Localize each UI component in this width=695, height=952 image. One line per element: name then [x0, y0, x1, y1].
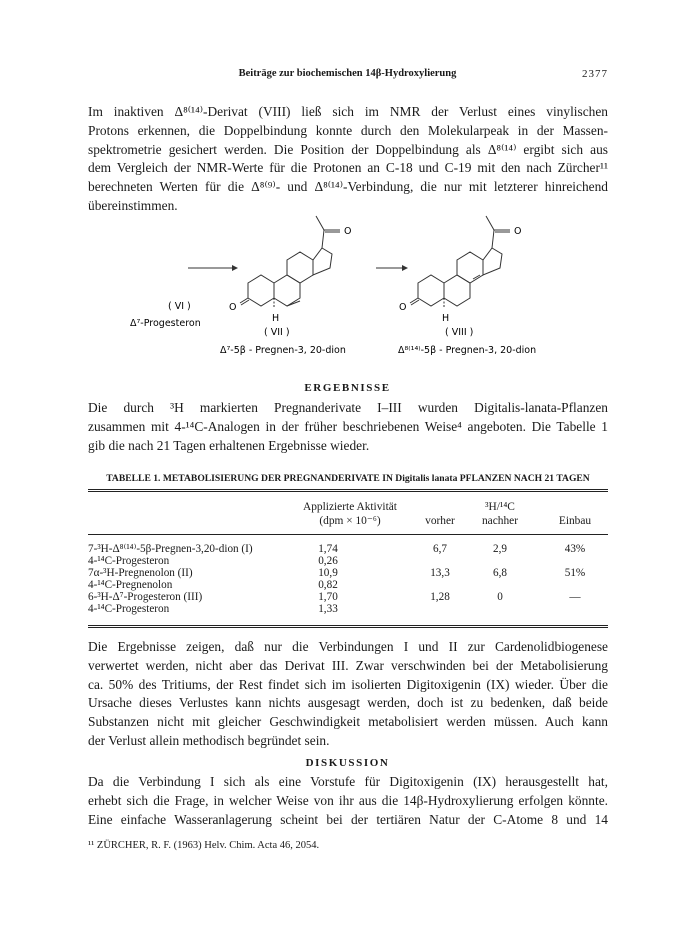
compound-name-viii: Δ⁸⁽¹⁴⁾-5β - Pregnen-3, 20-dion	[398, 345, 537, 356]
text-line: Ursache dieses Verlustes kann nichts ausgesagt werden, doch ist zu bedenken, daß beide	[88, 695, 608, 711]
hydrogen-atom-label: H	[272, 313, 280, 324]
cell-after: 0	[497, 591, 503, 603]
text-line: verwertet werden, nicht aber das Derivat III. Zwar verschwinden bei der Metabolisierung	[88, 657, 608, 673]
header-text: (dpm × 10⁻⁶)	[319, 515, 381, 527]
cell-compound: 6-³H-Δ⁷-Progesteron (III)	[88, 591, 203, 603]
cell-before: 13,3	[430, 567, 450, 579]
col-header-ratio: ³H/¹⁴C	[485, 501, 515, 513]
table-row	[88, 604, 608, 616]
cell-after: 2,9	[493, 543, 507, 555]
page-number: 2377	[582, 68, 608, 80]
header-text: Applizierte Aktivität	[303, 501, 397, 513]
cell-incorporation: 43%	[564, 543, 586, 555]
text-line: Die Ergebnisse zeigen, daß nur die Verbindungen I und II zur Cardenolidbiogenese	[88, 639, 608, 654]
col-header-before: vorher	[425, 515, 455, 527]
table-rule-top-double	[88, 491, 608, 492]
section-heading-discussion: DISKUSSION	[305, 757, 390, 769]
oxygen-atom-label: O	[344, 226, 352, 237]
text-line: erhebt sich die Frage, in welcher Weise von ihr aus die 14β-Hydroxylierung erfolgen könnte.	[88, 792, 608, 808]
steroid-structure-vii	[240, 216, 340, 307]
running-title: Beiträge zur biochemischen 14β-Hydroxylierung	[238, 68, 457, 79]
steroid-structure-viii	[410, 216, 510, 307]
cell-before: 1,28	[430, 591, 450, 603]
cell-activity: 10,9	[318, 567, 338, 579]
reaction-arrow-2	[376, 265, 408, 271]
oxygen-atom-label: O	[229, 302, 237, 313]
footnote: ¹¹ ZÜRCHER, R. F. (1963) Helv. Chim. Acta 46, 2054.	[88, 840, 320, 851]
table-caption: TABELLE 1. METABOLISIERUNG DER PREGNANDERIVATE IN Digitalis lanata PFLANZEN NACH 21 TAGEN	[106, 473, 590, 484]
text-line: übereinstimmen.	[88, 197, 178, 213]
hydrogen-atom-label: H	[442, 313, 450, 324]
col-header-activity	[270, 500, 430, 528]
cell-incorporation: —	[569, 591, 581, 603]
oxygen-atom-label: O	[399, 302, 407, 313]
cell-compound: 7-³H-Δ⁸⁽¹⁴⁾-5β-Pregnen-3,20-dion (I)	[88, 543, 253, 555]
cell-before: 6,7	[433, 543, 447, 555]
text-line: spektrometrie gesichert werden. Die Position der Doppelbindung als Δ⁸⁽¹⁴⁾ ergibt sich aus	[88, 141, 608, 157]
text-line: Da die Verbindung I sich als eine Vorstufe für Digitoxigenin (IX) herausgestellt hat,	[88, 774, 608, 789]
table-rule-mid	[88, 534, 608, 535]
text-line: dem Vergleich der NMR-Werte für die Protonen an C-18 und C-19 mit den nach Zürcher¹¹	[88, 160, 608, 176]
text-line: ca. 50% des Tritiums, der Rest findet sich im isolierten Digitoxigenin (IX) wieder. Über die	[88, 676, 608, 692]
compound-label-vii: ( VII )	[264, 327, 290, 338]
col-header-after: nachher	[481, 515, 519, 527]
text-line: Eine einfache Wasseranlagerung scheint bei der tertiären Natur der C-Atome 8 und 14	[88, 811, 608, 827]
oxygen-atom-label: O	[514, 226, 522, 237]
intro-paragraph	[88, 103, 608, 216]
table-body	[88, 544, 608, 616]
section-heading-results: ERGEBNISSE	[304, 382, 391, 394]
compound-label-vi: ( VI )	[168, 301, 191, 312]
text-line: Protons erkennen, die Doppelbindung konnte durch den Molekularpeak in der Massen-	[88, 122, 608, 138]
text-line: Substanzen nicht mit gleicher Geschwindigkeit metabolisiert werden müssen. Auch kann	[88, 714, 608, 730]
cell-activity: 1,33	[318, 603, 338, 615]
discussion-paragraph	[88, 773, 608, 829]
cell-activity: 0,26	[318, 555, 338, 567]
cell-after: 6,8	[493, 567, 507, 579]
text-line: berechneten Werten für die Δ⁸⁽⁹⁾- und Δ⁸⁽¹⁴⁾-Verbindung, die nur mit letzterer hinreichend	[88, 179, 608, 195]
compound-name-vi: Δ⁷-Progesteron	[130, 318, 201, 329]
text-line: zusammen mit 4-¹⁴C-Analogen in der früher beschriebenen Weise⁴ angeboten. Die Tabelle 1	[88, 418, 608, 434]
col-header-incorporation: Einbau	[558, 515, 592, 527]
text-line: Im inaktiven Δ⁸⁽¹⁴⁾-Derivat (VIII) ließ sich im NMR der Verlust eines vinylischen	[88, 104, 608, 119]
text-line: der Verlust allein methodisch begründet sein.	[88, 732, 330, 748]
table-rule-bottom-double	[88, 627, 608, 628]
text-line: Die durch ³H markierten Pregnanderivate I–III wurden Digitalis-lanata-Pflanzen	[88, 400, 608, 415]
reaction-arrow-1	[188, 265, 238, 271]
cell-incorporation: 51%	[564, 567, 586, 579]
cell-compound: 4-¹⁴C-Progesteron	[88, 603, 170, 615]
cell-compound: 4-¹⁴C-Progesteron	[88, 555, 170, 567]
text-line: gib die nach 21 Tagen erhaltenen Ergebnisse wieder.	[88, 437, 370, 453]
cell-activity: 1,70	[318, 591, 338, 603]
table-rule-bottom	[88, 625, 608, 626]
cell-activity: 0,82	[318, 579, 338, 591]
reaction-scheme	[120, 208, 580, 368]
compound-label-viii: ( VIII )	[445, 327, 474, 338]
results-discussion-paragraph	[88, 638, 608, 751]
cell-compound: 4-¹⁴C-Pregnenolon	[88, 579, 173, 591]
table-rule-top	[88, 489, 608, 490]
results-paragraph	[88, 399, 608, 455]
cell-compound: 7α-³H-Pregnenolon (II)	[88, 567, 193, 579]
cell-activity: 1,74	[318, 543, 338, 555]
compound-name-vii: Δ⁷-5β - Pregnen-3, 20-dion	[220, 345, 346, 356]
